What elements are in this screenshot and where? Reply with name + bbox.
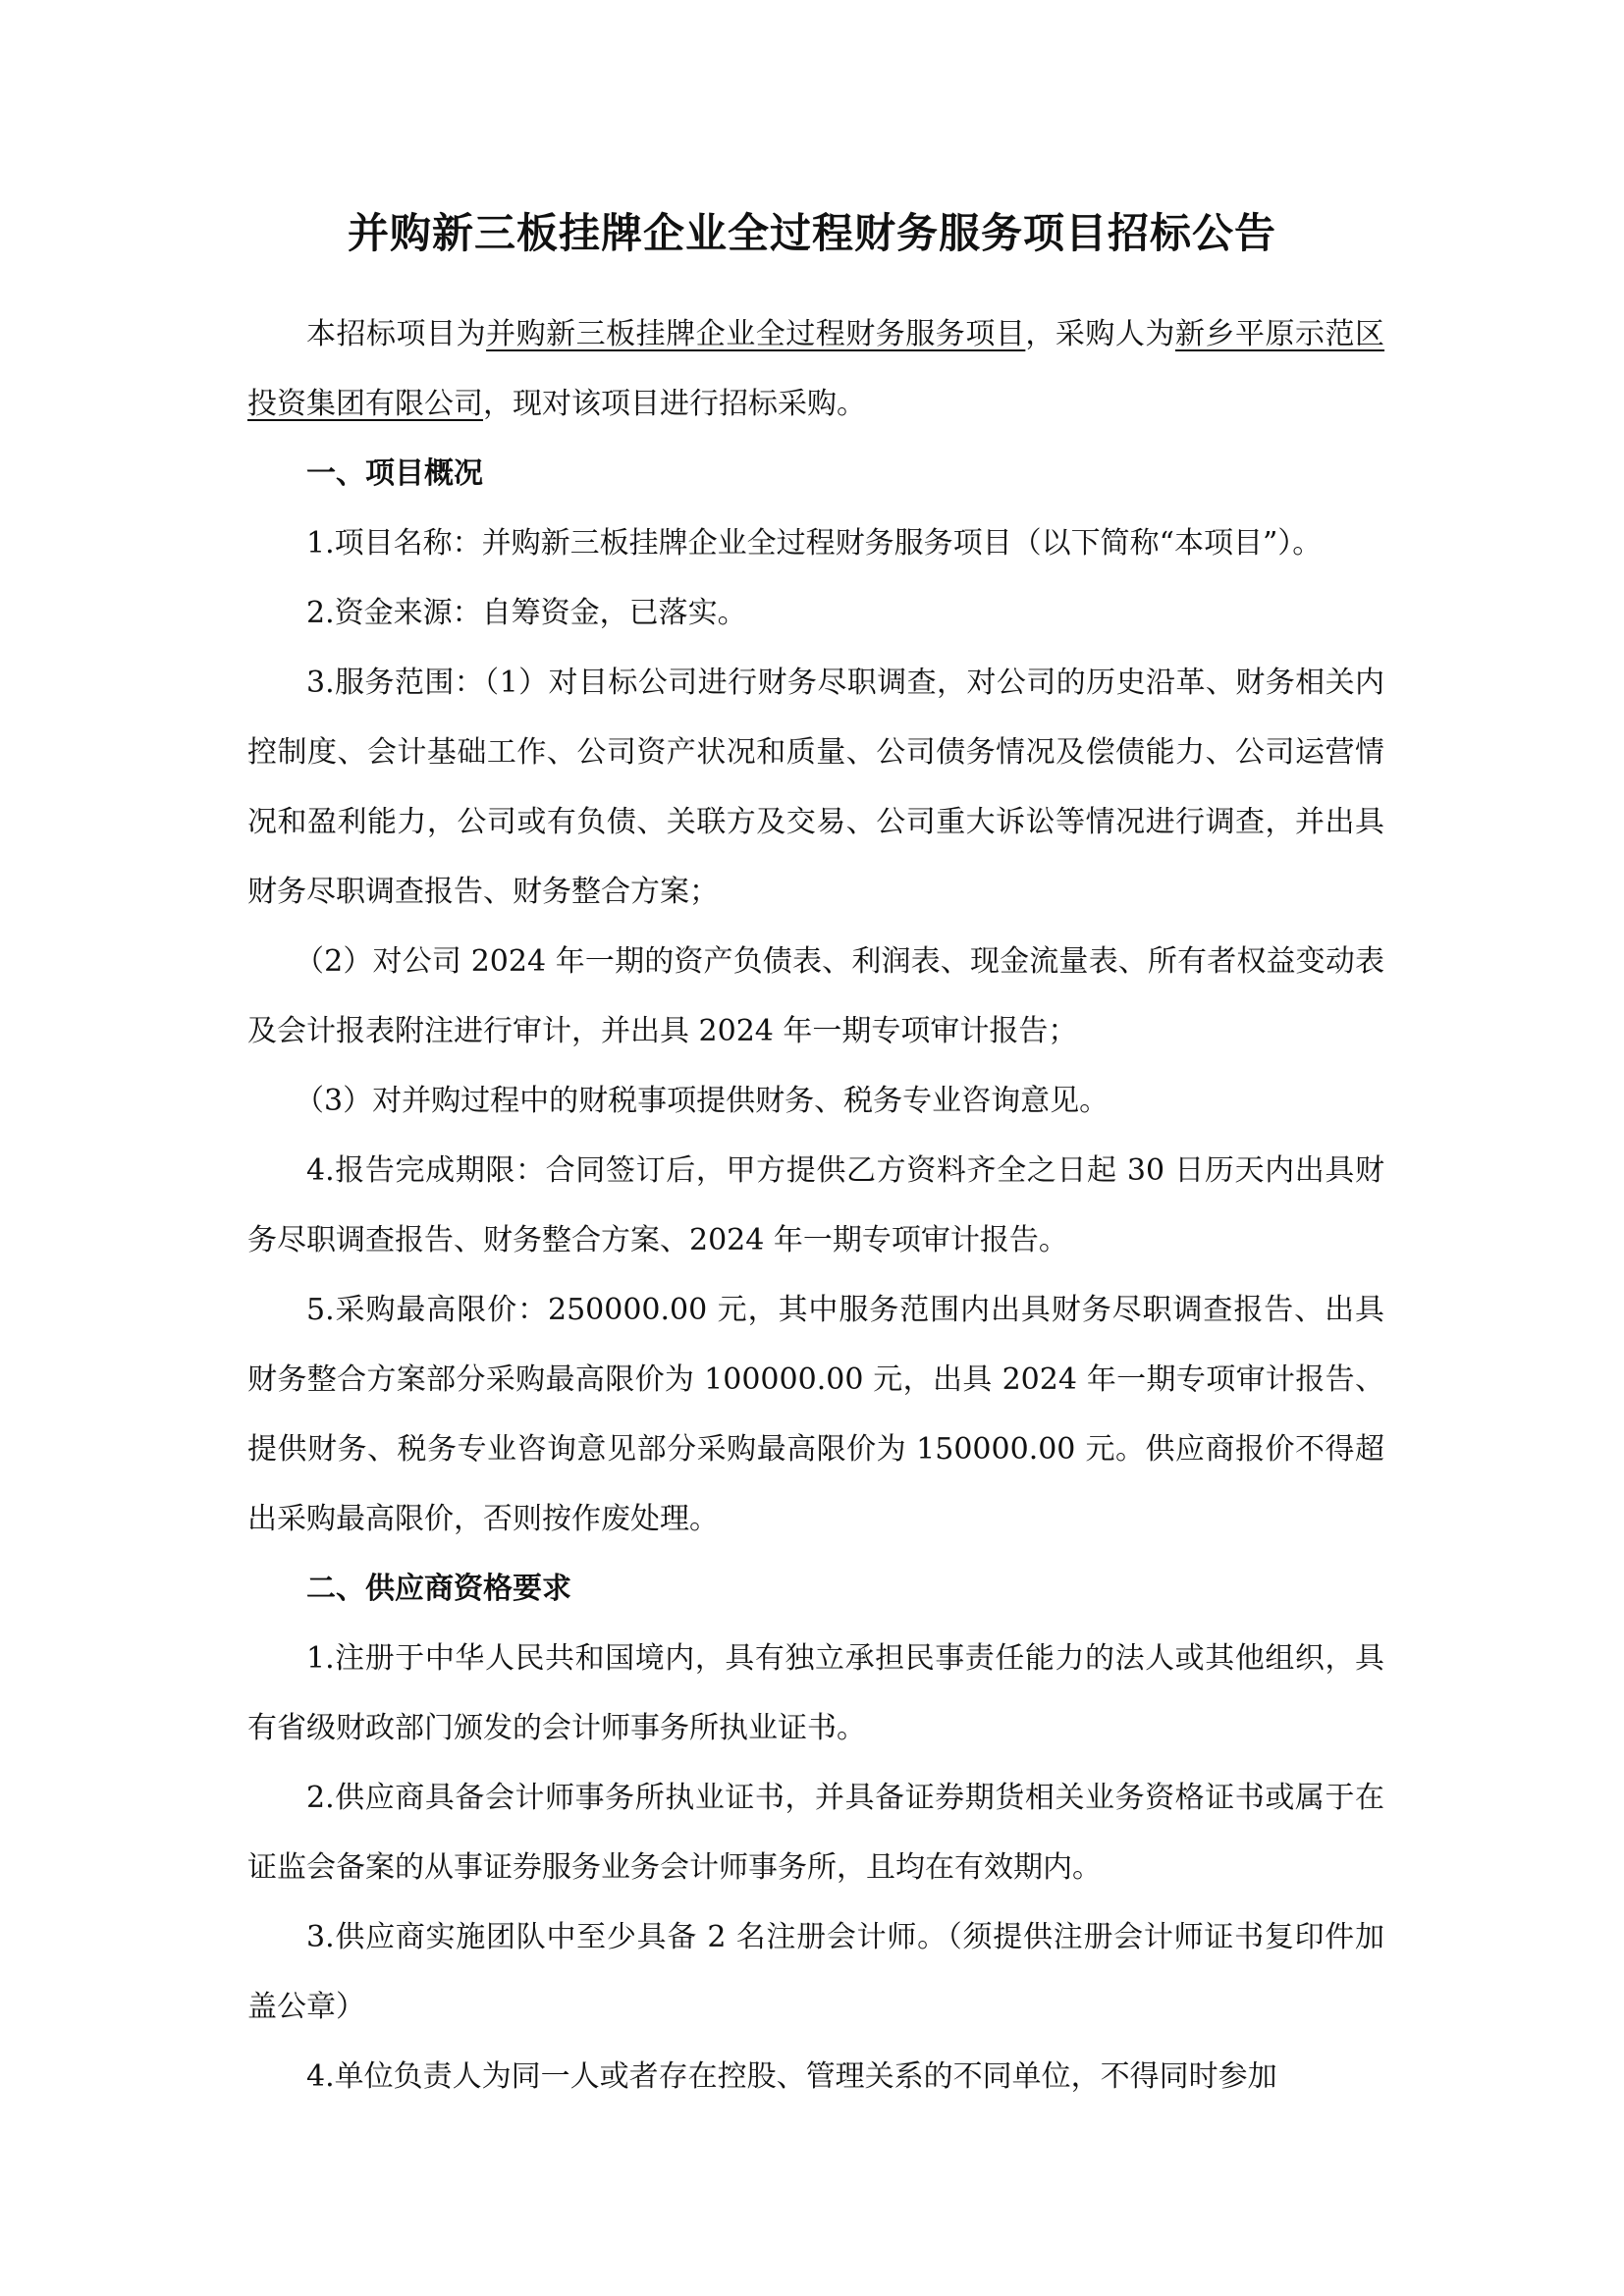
paragraph-qualification-3: 3.供应商实施团队中至少具备 2 名注册会计师。（须提供注册会计师证书复印件加盖公章）	[247, 1920, 1384, 2024]
paragraph-report-deadline: 4.报告完成期限：合同签订后，甲方提供乙方资料齐全之日起 30 日历天内出具财务尽职调查报告、财务整合方案、2024 年一期专项审计报告。	[247, 1153, 1384, 1257]
paragraph-service-scope-3: （3）对并购过程中的财税事项提供财务、税务专业咨询意见。	[295, 1084, 1110, 1118]
paragraph-qualification-4: 4.单位负责人为同一人或者存在控股、管理关系的不同单位，不得同时参加	[306, 2059, 1277, 2094]
intro-text-1: 本招标项目为	[306, 317, 487, 351]
paragraph-max-price: 5.采购最高限价：250000.00 元，其中服务范围内出具财务尽职调查报告、出具财务整合方案部分采购最高限价为 100000.00 元，出具 2024 年一期专项审计报告、提供财务、税务专业咨询意见部分采购最高限价为 150000.00 元。供应商报价不得超出采购最高限价，否则按作废处理。	[247, 1293, 1384, 1536]
paragraph-project-name: 1.项目名称：并购新三板挂牌企业全过程财务服务项目（以下简称“本项目”）。	[306, 526, 1323, 561]
intro-paragraph	[247, 299, 1384, 439]
purchaser-name-underlined: 新乡平原示范区投资集团有限公司	[247, 317, 1385, 421]
document-title: 并购新三板挂牌企业全过程财务服务项目招标公告	[347, 209, 1276, 257]
paragraph-qualification-2: 2.供应商具备会计师事务所执业证书，并具备证券期货相关业务资格证书或属于在证监会备案的从事证券服务业务会计师事务所，且均在有效期内。	[247, 1781, 1384, 1885]
paragraph-service-scope-2: （2）对公司 2024 年一期的资产负债表、利润表、现金流量表、所有者权益变动表及会计报表附注进行审计，并出具 2024 年一期专项审计报告；	[247, 944, 1384, 1048]
paragraph-service-scope: 3.服务范围：（1）对目标公司进行财务尽职调查，对公司的历史沿革、财务相关内控制度、会计基础工作、公司资产状况和质量、公司债务情况及偿债能力、公司运营情况和盈利能力，公司或有负债、关联方及交易、公司重大诉讼等情况进行调查，并出具财务尽职调查报告、财务整合方案；	[247, 666, 1384, 909]
project-name-underlined: 并购新三板挂牌企业全过程财务服务项目	[486, 317, 1026, 351]
section-heading-supplier-qualifications: 二、供应商资格要求	[306, 1572, 571, 1606]
paragraph-qualification-1: 1.注册于中华人民共和国境内，具有独立承担民事责任能力的法人或其他组织，具有省级财政部门颁发的会计师事务所执业证书。	[247, 1641, 1384, 1745]
paragraph-funding-source: 2.资金来源：自筹资金，已落实。	[306, 596, 747, 630]
section-heading-project-overview: 一、项目概况	[306, 456, 483, 491]
intro-text-2: ，采购人为	[1025, 317, 1175, 351]
intro-text-3: ，现对该项目进行招标采购。	[483, 387, 866, 421]
document-body	[247, 299, 1384, 2111]
